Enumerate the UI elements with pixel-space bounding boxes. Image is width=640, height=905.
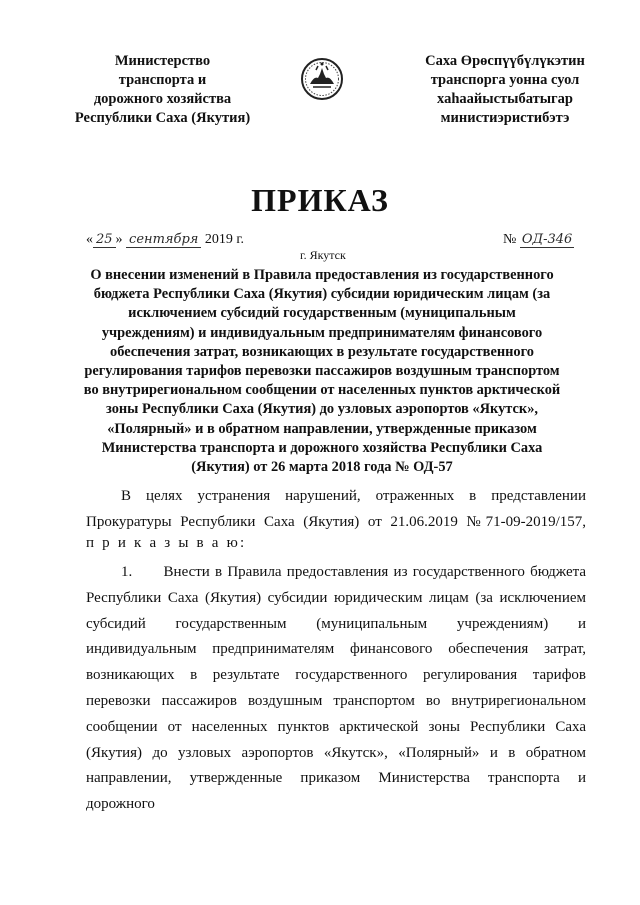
- body-line: возникающих в результате государственного регулирования тарифов: [86, 667, 586, 684]
- subject-line: обеспечения затрат, возникающих в результате государственного: [110, 343, 534, 360]
- order-subject: [82, 266, 562, 477]
- body-line: перевозки пассажиров воздушным транспортом во внутрирегиональном: [86, 692, 586, 709]
- item-number: 1.: [121, 564, 133, 580]
- subject-line: бюджета Республики Саха (Якутия) субсидии юридическим лицам (за: [93, 286, 551, 303]
- header-right-line: транспорга уонна суол: [430, 72, 580, 88]
- body-line: направлении, утвержденные приказом Министерства транспорта и дорожного: [86, 770, 586, 813]
- header-right-line: Саха Өрөспүүбүлүкэтин: [425, 53, 585, 69]
- date-open-quote: «: [86, 232, 93, 247]
- subject-line: зоны Республики Саха (Якутия) до узловых аэропортов «Якутск»,: [106, 401, 538, 418]
- header-left-line: транспорта и: [118, 72, 207, 88]
- number-value: ОД-346: [521, 232, 573, 247]
- body-line: Прокуратуры Республики Саха (Якутия) от 21.06.2019 №71-09-2019/157,: [86, 513, 586, 530]
- body-line-text: Внести в Правила предоставления из государственного бюджета: [163, 564, 586, 580]
- subject-line: «Полярный» и в обратном направлении, утвержденные приказом: [107, 420, 537, 437]
- subject-line: исключением субсидий государственным (муниципальным: [128, 305, 516, 322]
- preamble-paragraph: [86, 484, 586, 536]
- order-date: [86, 232, 244, 248]
- header-left-line: дорожного хозяйства: [93, 91, 232, 107]
- date-close-quote: »: [115, 232, 123, 247]
- body-line: (Якутия) до узловых аэропортов «Якутск», «Полярный» и в обратном: [86, 744, 586, 761]
- date-year: 2019 г.: [204, 232, 245, 247]
- subject-line: регулирования тарифов перевозки пассажиров воздушным транспортом: [84, 363, 560, 380]
- header-left-line: Республики Саха (Якутия): [74, 110, 251, 126]
- body-line: субсидий государственным (муниципальным учреждениям) и: [86, 615, 586, 632]
- body-line: сообщении от населенных пунктов арктической зоны Республики Саха: [86, 718, 586, 735]
- subject-line: Министерства транспорта и дорожного хозяйства Республики Саха: [101, 439, 543, 456]
- subject-line: во внутрирегиональном сообщении от населенных пунктов арктической: [83, 382, 561, 399]
- body-line: [86, 484, 586, 510]
- header-right-line: министиэристибэтэ: [440, 110, 570, 126]
- subject-line: (Якутия) от 26 марта 2018 года № ОД-57: [191, 459, 453, 476]
- date-day: 25: [93, 232, 116, 248]
- date-month: сентября: [126, 232, 201, 248]
- order-number: [503, 232, 574, 248]
- body-line-text: В целях устранения нарушений, отраженных в представлении: [121, 488, 586, 504]
- coat-of-arms-icon: [300, 54, 344, 104]
- item-1-paragraph: [86, 560, 586, 818]
- city-label: г. Якутск: [300, 248, 346, 262]
- prikazyvayu-label: п р и к а з ы в а ю:: [86, 535, 247, 551]
- body-line: [86, 560, 586, 586]
- header-left-line: Министерство: [114, 53, 211, 69]
- number-prefix: №: [503, 232, 517, 247]
- body-line: индивидуальным предпринимателям финансового обеспечения затрат,: [86, 641, 586, 658]
- subject-line: учреждениям) и индивидуальным предпринимателям финансового: [101, 324, 543, 341]
- document-title: ПРИКАЗ: [251, 182, 389, 218]
- subject-line: О внесении изменений в Правила предоставления из государственного: [90, 267, 554, 283]
- ministry-name-yakut: [405, 52, 605, 128]
- header-right-line: хаhаайыстыбатыгар: [437, 91, 573, 107]
- ministry-name-russian: [60, 52, 265, 128]
- body-line: Республики Саха (Якутия) субсидии юридическим лицам (за исключением: [86, 589, 586, 606]
